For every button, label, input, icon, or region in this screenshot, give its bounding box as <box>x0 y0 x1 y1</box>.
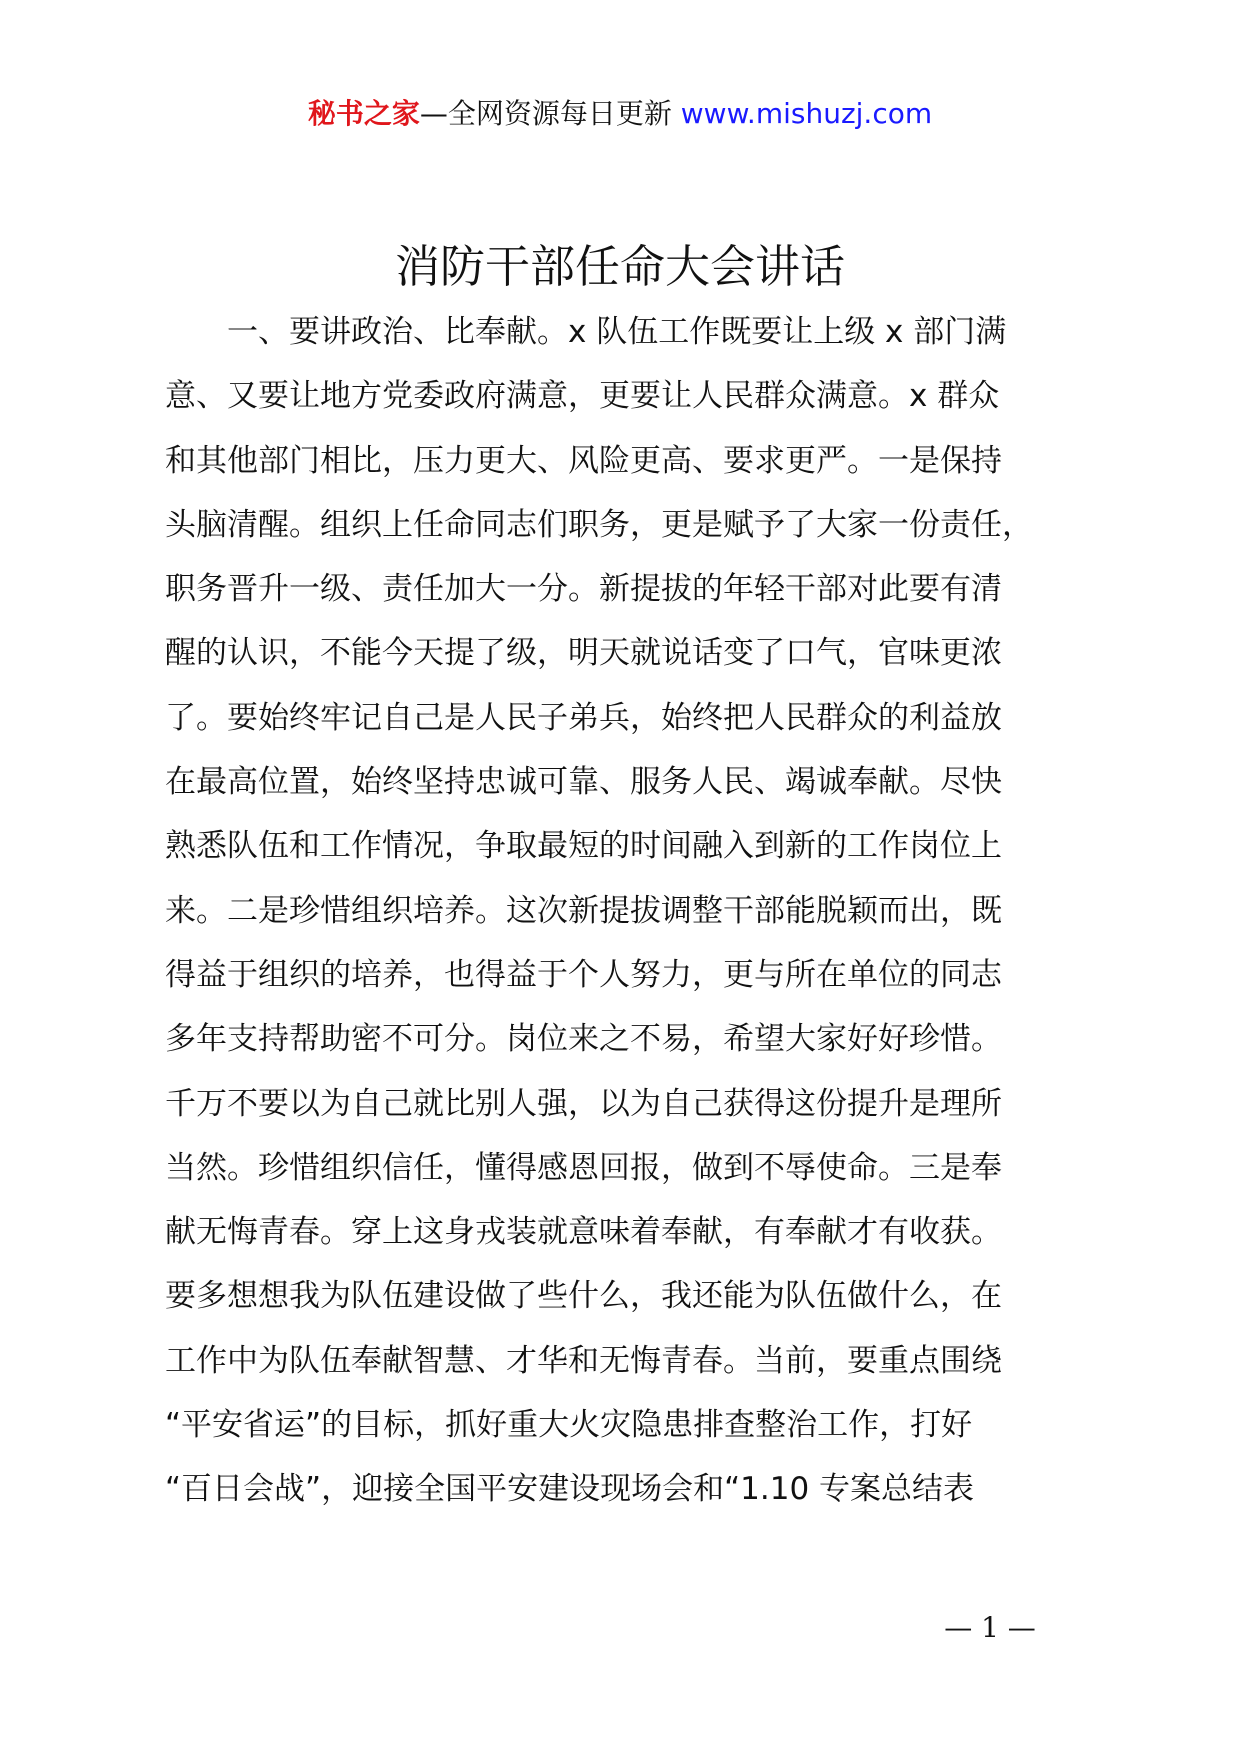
body-line: “平安省运”的目标，抓好重大火灾隐患排查整治工作，打好 <box>165 1407 973 1444</box>
body-line: 头脑清醒。组织上任命同志们职务，更是赋予了大家一份责任， <box>165 506 1033 543</box>
body-line: 献无悔青春。穿上这身戎装就意味着奉献，有奉献才有收获。 <box>165 1214 1002 1251</box>
page-number: — 1 — <box>944 1611 1036 1644</box>
site-url-link[interactable]: www.mishuzj.com <box>680 97 933 130</box>
body-line: 一、要讲政治、比奉献。x 队伍工作既要让上级 x 部门满 <box>165 314 1007 350</box>
document-title: 消防干部任命大会讲话 <box>394 240 845 293</box>
site-header <box>0 94 1240 134</box>
body-line: 了。要始终牢记自己是人民子弟兵，始终把人民群众的利益放 <box>165 699 1002 736</box>
body-line: “百日会战”，迎接全国平安建设现场会和“1.10 专案总结表 <box>165 1471 975 1508</box>
body-line: 千万不要以为自己就比别人强，以为自己获得这份提升是理所 <box>165 1085 1002 1122</box>
document-body <box>165 300 1095 1522</box>
body-line: 当然。珍惜组织信任，懂得感恩回报，做到不辱使命。三是奉 <box>165 1149 1002 1186</box>
body-line: 在最高位置，始终坚持忠诚可靠、服务人民、竭诚奉献。尽快 <box>165 764 1002 801</box>
body-line: 得益于组织的培养，也得益于个人努力，更与所在单位的同志 <box>165 956 1002 993</box>
body-line: 要多想想我为队伍建设做了些什么，我还能为队伍做什么，在 <box>165 1278 1002 1315</box>
body-line: 来。二是珍惜组织培养。这次新提拔调整干部能脱颖而出，既 <box>165 892 1002 929</box>
header-tagline: —全网资源每日更新 <box>419 97 681 130</box>
body-line: 多年支持帮助密不可分。岗位来之不易，希望大家好好珍惜。 <box>165 1021 1002 1058</box>
body-line: 工作中为队伍奉献智慧、才华和无悔青春。当前，要重点围绕 <box>165 1342 1002 1379</box>
body-line: 醒的认识，不能今天提了级，明天就说话变了口气，官味更浓 <box>165 635 1002 672</box>
body-line: 职务晋升一级、责任加大一分。新提拔的年轻干部对此要有清 <box>165 571 1002 608</box>
body-line: 熟悉队伍和工作情况，争取最短的时间融入到新的工作岗位上 <box>165 828 1002 865</box>
body-line: 和其他部门相比，压力更大、风险更高、要求更严。一是保持 <box>165 442 1002 479</box>
brand-name: 秘书之家 <box>307 97 420 130</box>
body-line: 意、又要让地方党委政府满意，更要让人民群众满意。x 群众 <box>165 378 1000 415</box>
